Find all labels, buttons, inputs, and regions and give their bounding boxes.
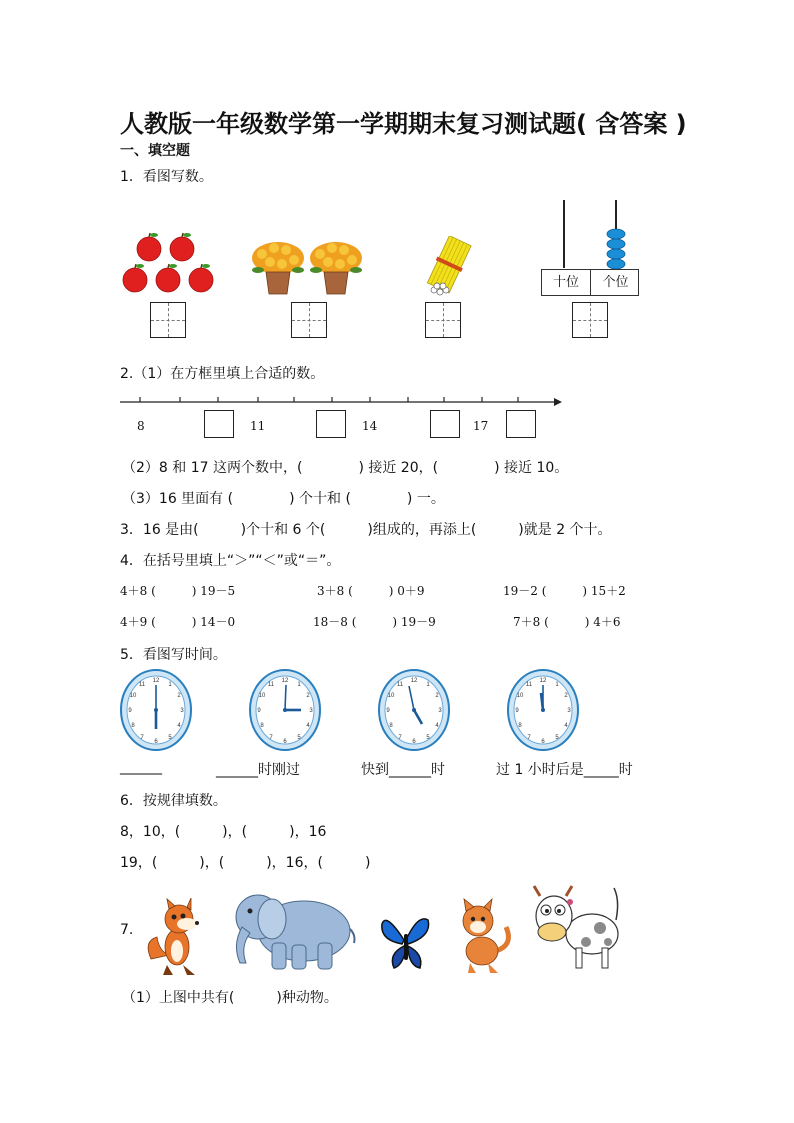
q3-text: 3．16 是由( )个十和 6 个( )组成的，再添上( )就是 2 个十。	[120, 522, 612, 538]
numline-blank-1[interactable]	[204, 410, 234, 438]
answer-box-flowers[interactable]	[291, 302, 327, 338]
svg-text:5: 5	[168, 735, 172, 741]
numline-label-11: 11	[250, 419, 266, 433]
compare-item: 18－8 ( ) 19－9	[313, 615, 436, 629]
number-line	[118, 394, 562, 410]
q7-label: 7.	[120, 922, 134, 938]
q2-part2: （2）8 和 17 这两个数中，( ) 接近 20，( ) 接近 10。	[122, 460, 569, 476]
cat-icon	[452, 897, 514, 975]
svg-text:6: 6	[412, 739, 416, 745]
svg-text:6: 6	[541, 739, 545, 745]
svg-text:9: 9	[128, 708, 132, 714]
svg-text:12: 12	[152, 678, 160, 684]
svg-text:4: 4	[177, 723, 181, 729]
svg-text:10: 10	[129, 693, 137, 699]
apples-image	[118, 232, 218, 298]
numline-blank-4[interactable]	[506, 410, 536, 438]
svg-text:6: 6	[154, 739, 158, 745]
fox-icon	[143, 897, 209, 977]
svg-text:11: 11	[525, 682, 533, 688]
svg-text:1: 1	[426, 682, 430, 688]
svg-text:7: 7	[140, 735, 144, 741]
compare-item: 19－2 ( ) 15＋2	[503, 584, 626, 598]
q7-part1: （1）上图中共有( )种动物。	[122, 990, 338, 1006]
q5-prompt: 5．看图写时间。	[120, 647, 227, 663]
svg-text:9: 9	[386, 708, 390, 714]
q5-answer-2: ______时刚过	[216, 762, 300, 778]
svg-text:2: 2	[435, 693, 439, 699]
ones-place-label: 个位	[602, 275, 629, 290]
svg-text:5: 5	[555, 735, 559, 741]
tens-place-label: 十位	[542, 270, 591, 295]
svg-text:7: 7	[527, 735, 531, 741]
q5-answer-1: ______	[120, 759, 162, 775]
svg-text:10: 10	[516, 693, 524, 699]
svg-text:12: 12	[281, 678, 289, 684]
svg-text:2: 2	[177, 693, 181, 699]
q4-prompt: 4．在括号里填上“＞”“＜”或“＝”。	[120, 553, 341, 569]
cow-icon	[530, 880, 622, 974]
svg-text:1: 1	[168, 682, 172, 688]
svg-text:2: 2	[306, 693, 310, 699]
svg-text:3: 3	[309, 708, 313, 714]
answer-box-apples[interactable]	[150, 302, 186, 338]
svg-text:10: 10	[258, 693, 266, 699]
q2-part3: （3）16 里面有 ( ) 个十和 ( ) 一。	[122, 491, 445, 507]
svg-text:8: 8	[389, 723, 393, 729]
section-heading: 一、填空题	[120, 143, 190, 159]
svg-text:8: 8	[518, 723, 522, 729]
svg-text:12: 12	[539, 678, 547, 684]
svg-text:1: 1	[555, 682, 559, 688]
svg-text:2: 2	[564, 693, 568, 699]
svg-text:11: 11	[138, 682, 146, 688]
svg-text:4: 4	[435, 723, 439, 729]
clock-icon	[120, 669, 192, 751]
svg-text:11: 11	[267, 682, 275, 688]
svg-text:7: 7	[398, 735, 402, 741]
answer-box-sticks[interactable]	[425, 302, 461, 338]
svg-text:8: 8	[131, 723, 135, 729]
svg-text:8: 8	[260, 723, 264, 729]
clock-icon	[249, 669, 321, 751]
numline-label-8: 8	[137, 419, 145, 433]
flower-pots-image	[250, 240, 366, 296]
q5-answer-3: 快到______时	[361, 762, 445, 778]
svg-text:4: 4	[564, 723, 568, 729]
abacus-place-value-frame	[541, 269, 639, 296]
svg-text:5: 5	[297, 735, 301, 741]
answer-box-abacus[interactable]	[572, 302, 608, 338]
page-title: 人教版一年级数学第一学期期末复习测试题( 含答案 )	[120, 110, 687, 138]
svg-text:11: 11	[396, 682, 404, 688]
compare-item: 3＋8 ( ) 0＋9	[317, 584, 425, 598]
clock-icon	[378, 669, 450, 751]
compare-item: 4＋9 ( ) 14－0	[120, 615, 236, 629]
butterfly-icon	[380, 910, 432, 972]
numline-blank-2[interactable]	[316, 410, 346, 438]
compare-item: 4＋8 ( ) 19－5	[120, 584, 236, 598]
svg-text:5: 5	[426, 735, 430, 741]
q5-answer-4: 过 1 小时后是_____时	[496, 762, 633, 778]
q6-sequence-1: 8，10，( )，( )，16	[120, 824, 327, 840]
svg-text:9: 9	[257, 708, 261, 714]
compare-item: 7＋8 ( ) 4＋6	[513, 615, 621, 629]
svg-text:7: 7	[269, 735, 273, 741]
numline-label-17: 17	[473, 419, 489, 433]
stick-bundle-image	[424, 236, 472, 298]
svg-text:10: 10	[387, 693, 395, 699]
svg-text:3: 3	[438, 708, 442, 714]
svg-text:9: 9	[515, 708, 519, 714]
svg-text:4: 4	[306, 723, 310, 729]
abacus-rods	[540, 198, 644, 270]
svg-text:3: 3	[180, 708, 184, 714]
svg-text:1: 1	[297, 682, 301, 688]
svg-text:3: 3	[567, 708, 571, 714]
elephant-icon	[226, 887, 358, 973]
numline-blank-3[interactable]	[430, 410, 460, 438]
svg-text:6: 6	[283, 739, 287, 745]
q6-sequence-2: 19，( )，( )，16，( )	[120, 855, 371, 871]
numline-label-14: 14	[362, 419, 378, 433]
clock-icon	[507, 669, 579, 751]
q6-prompt: 6．按规律填数。	[120, 793, 227, 809]
q1-prompt: 1．看图写数。	[120, 169, 213, 185]
svg-text:12: 12	[410, 678, 418, 684]
q2-part1-prompt: 2.（1）在方框里填上合适的数。	[120, 366, 325, 382]
